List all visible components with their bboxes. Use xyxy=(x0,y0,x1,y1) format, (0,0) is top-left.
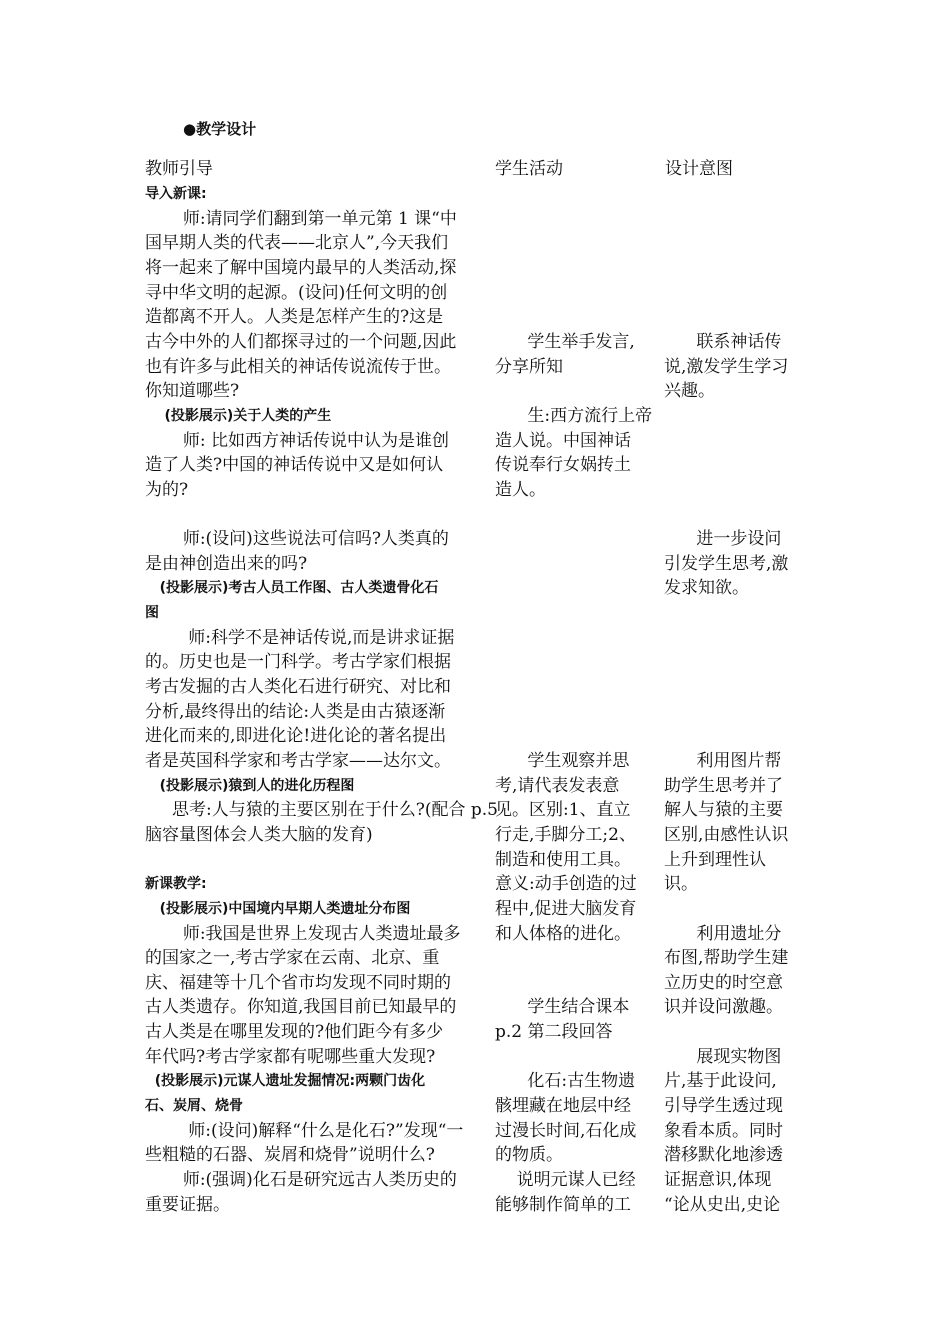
teacher-guidance-line: 师:请同学们翻到第一单元第 1 课“中 xyxy=(145,208,457,229)
student-activity-line: 能够制作简单的工 xyxy=(495,1194,631,1215)
teacher-guidance-line: 重要证据。 xyxy=(145,1194,230,1215)
teacher-guidance-line: (投影展示)关于人类的产生 xyxy=(145,407,332,424)
student-activity-line: 考,请代表发表意 xyxy=(495,775,620,796)
design-intent-line: 区别,由感性认识 xyxy=(664,824,789,845)
student-activity-line: 见。区别:1、直立 xyxy=(495,800,631,821)
design-intent-line: 证据意识,体现 xyxy=(664,1170,772,1190)
student-activity-line: 造人说。中国神话 xyxy=(495,430,631,451)
teacher-guidance-line: 也有许多与此相关的神话传说流传于世。 xyxy=(145,356,451,377)
teacher-guidance-line: (投影展示)考古人员工作图、古人类遗骨化石 xyxy=(145,580,439,597)
design-intent-line: 象看本质。同时 xyxy=(664,1120,783,1141)
teacher-guidance-line: 师:(强调)化石是研究远古人类历史的 xyxy=(145,1170,457,1190)
student-activity-line: 学生举手发言, xyxy=(495,331,635,352)
teacher-guidance-line: 古人类是在哪里发现的?他们距今有多少 xyxy=(145,1022,444,1043)
header-intent: 设计意图 xyxy=(665,159,733,179)
teacher-guidance-line: 师:(设问)解释“什么是化石?”发现“一 xyxy=(145,1120,464,1141)
teacher-guidance-line: 是由神创造出来的吗? xyxy=(145,553,308,574)
teacher-guidance-line: 者是英国科学家和考古学家——达尔文。 xyxy=(145,750,451,771)
student-activity-line: 行走,手脚分工;2、 xyxy=(495,824,636,845)
design-intent-line: 兴趣。 xyxy=(664,381,715,402)
student-activity-line: 学生结合课本 xyxy=(495,997,630,1018)
design-intent-line: “论从史出,史论 xyxy=(664,1194,781,1215)
student-activity-line: p.2 第二段回答 xyxy=(495,1022,613,1043)
student-activity-line: 说明元谋人已经 xyxy=(495,1170,636,1190)
teacher-guidance-line: 造了人类?中国的神话传说中又是如何认 xyxy=(145,455,444,476)
teacher-guidance-line: 年代吗?考古学家都有呢哪些重大发现? xyxy=(145,1046,436,1067)
teacher-guidance-line: 你知道哪些? xyxy=(145,381,240,402)
student-activity-line: 的物质。 xyxy=(495,1145,563,1166)
teacher-guidance-line: 进化而来的,即进化论!进化论的著名提出 xyxy=(145,726,447,747)
design-intent-line: 联系神话传 xyxy=(664,331,782,352)
design-intent-line: 助学生思考并了 xyxy=(664,775,783,796)
design-intent-line: 立历史的时空意 xyxy=(664,972,783,993)
teacher-guidance-line: 的国家之一,考古学家在云南、北京、重 xyxy=(145,948,440,969)
student-activity-line: 生:西方流行上帝 xyxy=(495,405,653,426)
teacher-guidance-line: 导入新课: xyxy=(145,186,207,202)
teacher-guidance-line: 新课教学: xyxy=(145,876,207,893)
design-intent-line: 利用遗址分 xyxy=(664,923,782,944)
teacher-guidance-line: 古人类遗存。你知道,我国目前已知最早的 xyxy=(145,997,457,1018)
student-activity-line: 过漫长时间,石化成 xyxy=(495,1120,637,1141)
student-activity-line: 和人体格的进化。 xyxy=(495,923,631,944)
teacher-guidance-line: 图 xyxy=(145,605,159,622)
student-activity-line: 传说奉行女娲抟土 xyxy=(495,455,631,476)
teacher-guidance-line: 师:我国是世界上发现古人类遗址最多 xyxy=(145,923,461,944)
header-teacher: 教师引导 xyxy=(145,159,213,179)
teacher-guidance-line: 将一起来了解中国境内最早的人类活动,探 xyxy=(145,257,457,278)
teacher-guidance-line: (投影展示)猿到人的进化历程图 xyxy=(145,777,355,794)
design-intent-line: 发求知欲。 xyxy=(664,578,749,599)
teacher-guidance-line: 些粗糙的石器、炭屑和烧骨”说明什么? xyxy=(145,1145,435,1166)
design-intent-line: 利用图片帮 xyxy=(664,750,782,771)
student-activity-line: 骸埋藏在地层中经 xyxy=(495,1096,631,1117)
student-activity-line: 分享所知 xyxy=(495,356,563,377)
student-activity-line: 意义:动手创造的过 xyxy=(495,874,637,895)
student-activity-line: 程中,促进大脑发育 xyxy=(495,898,637,919)
teacher-guidance-line: 为的? xyxy=(145,479,189,500)
teacher-guidance-line: 师:(设问)这些说法可信吗?人类真的 xyxy=(145,529,449,550)
teacher-guidance-line: 的。历史也是一门科学。考古学家们根据 xyxy=(145,652,451,673)
teacher-guidance-line: 造都离不开人。人类是怎样产生的?这是 xyxy=(145,307,444,328)
teacher-guidance-line: 考古发掘的古人类化石进行研究、对比和 xyxy=(145,677,451,697)
student-activity-line: 制造和使用工具。 xyxy=(495,849,631,870)
teacher-guidance-line: 师: 比如西方神话传说中认为是谁创 xyxy=(145,430,449,451)
design-intent-line: 解人与猿的主要 xyxy=(664,800,783,821)
design-intent-line: 进一步设问 xyxy=(664,529,782,550)
teacher-guidance-line: 石、炭屑、烧骨 xyxy=(145,1098,243,1115)
teacher-guidance-line: 分析,最终得出的结论:人类是由古猿逐渐 xyxy=(145,701,446,722)
teacher-guidance-line: 古今中外的人们都探寻过的一个问题,因此 xyxy=(145,331,457,352)
student-activity-line: 学生观察并思 xyxy=(495,750,630,771)
student-activity-line: 造人。 xyxy=(495,479,546,500)
teacher-guidance-line: 脑容量图体会人类大脑的发育) xyxy=(145,824,373,845)
header-student: 学生活动 xyxy=(495,159,563,179)
teacher-guidance-line: 师:科学不是神话传说,而是讲求证据 xyxy=(145,627,455,648)
design-intent-line: 展现实物图 xyxy=(664,1046,782,1067)
design-intent-line: 识。 xyxy=(664,874,698,895)
design-intent-line: 上升到理性认 xyxy=(664,849,766,870)
teacher-guidance-line: 思考:人与猿的主要区别在于什么?(配合 p.5 xyxy=(145,800,498,821)
design-intent-line: 说,激发学生学习 xyxy=(664,356,789,377)
design-intent-line: 潜移默化地渗透 xyxy=(664,1145,783,1166)
teacher-guidance-line: (投影展示)中国境内早期人类遗址分布图 xyxy=(145,900,411,917)
teacher-guidance-line: 寻中华文明的起源。(设问)任何文明的创 xyxy=(145,282,448,303)
student-activity-line: 化石:古生物遗 xyxy=(495,1071,636,1092)
design-intent-line: 片,基于此设问, xyxy=(664,1071,777,1092)
section-title: ●教学设计 xyxy=(183,120,257,138)
design-intent-line: 引导学生透过现 xyxy=(664,1096,783,1117)
teacher-guidance-line: 国早期人类的代表——北京人”,今天我们 xyxy=(145,233,449,254)
teacher-guidance-line: 庆、福建等十几个省市均发现不同时期的 xyxy=(145,972,451,993)
teacher-guidance-line: (投影展示)元谋人遗址发掘情况:两颗门齿化 xyxy=(145,1073,426,1090)
design-intent-line: 布图,帮助学生建 xyxy=(664,948,789,969)
design-intent-line: 引发学生思考,激 xyxy=(664,553,789,574)
design-intent-line: 识并设问激趣。 xyxy=(664,997,783,1018)
